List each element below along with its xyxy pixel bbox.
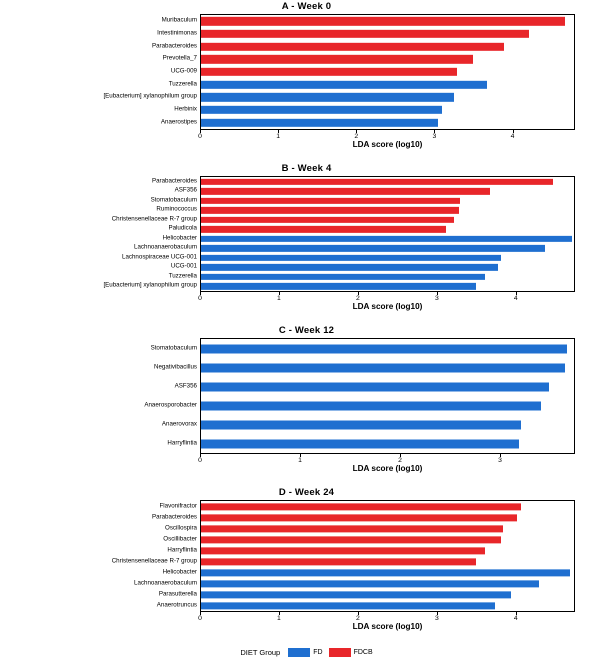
x-tick-label: 3 — [434, 615, 439, 622]
category-label: Harryflintia — [167, 546, 197, 553]
category-label: Anaerosporobacter — [144, 401, 197, 408]
x-axis-b — [200, 292, 575, 314]
category-label: Christensenellaceae R-7 group — [111, 215, 197, 223]
x-tick-label: 3 — [432, 133, 437, 140]
bar — [201, 80, 487, 88]
category-label: Parabacteroides — [151, 177, 197, 185]
category-label: [Eubacterium] xylanophilum group — [103, 92, 197, 100]
legend-label-fdcb: FDCB — [353, 648, 373, 656]
plot-frame-c — [200, 338, 575, 454]
bars-c — [201, 339, 574, 453]
x-tick-label: 4 — [513, 295, 518, 302]
bar — [201, 118, 438, 126]
x-tick-label: 2 — [356, 295, 360, 302]
x-tick-label: 1 — [277, 615, 281, 622]
bar — [201, 245, 545, 251]
bar — [201, 591, 511, 598]
bar — [201, 207, 459, 213]
x-tick-label: 3 — [498, 457, 502, 464]
category-label: Harryflintia — [167, 439, 197, 446]
category-label: Christensenellaceae R-7 group — [111, 557, 197, 564]
x-tick-label: 3 — [434, 295, 439, 302]
category-label: UCG-001 — [170, 262, 197, 270]
x-tick-label: 1 — [298, 457, 302, 464]
panel-week-0 — [0, 0, 613, 162]
category-label: Helicobacter — [162, 568, 197, 575]
category-label: Ruminococcus — [156, 205, 197, 213]
panel-title-b: B - Week 4 — [281, 163, 332, 174]
category-labels-c — [0, 338, 200, 454]
bar — [201, 569, 570, 576]
category-label: Stomatobaculum — [150, 344, 197, 351]
legend-swatch-fdcb — [329, 648, 351, 657]
category-label: ASF356 — [174, 186, 197, 194]
x-axis-title-c: LDA score (log10) — [352, 464, 423, 473]
bar — [201, 255, 501, 261]
bar — [201, 226, 446, 232]
category-label: Lachnospiraceae UCG-001 — [122, 253, 197, 261]
category-label: Stomatobaculum — [150, 196, 197, 204]
legend — [0, 644, 613, 660]
x-axis-title-b: LDA score (log10) — [352, 302, 423, 311]
category-label: Prevotella_7 — [162, 54, 197, 62]
category-label: Paludicola — [168, 224, 197, 232]
bar — [201, 363, 565, 372]
legend-key-fdcb[interactable] — [329, 648, 373, 657]
bar — [201, 536, 501, 543]
x-axis-c — [200, 454, 575, 476]
x-tick-label: 0 — [198, 457, 202, 464]
category-label: Intestinimonas — [157, 29, 197, 37]
category-label: ASF356 — [174, 382, 197, 389]
category-labels-d — [0, 500, 200, 612]
bar — [201, 382, 549, 391]
plot-frame-d — [200, 500, 575, 612]
bar — [201, 602, 495, 609]
bar — [201, 217, 454, 223]
x-tick-label: 2 — [398, 457, 402, 464]
category-labels-a — [0, 14, 200, 130]
panel-title-c: C - Week 12 — [278, 325, 335, 336]
category-label: Parasutterella — [158, 590, 197, 597]
panel-week-12 — [0, 324, 613, 486]
bar — [201, 274, 485, 280]
category-label: Oscillibacter — [163, 535, 197, 542]
bar — [201, 547, 485, 554]
category-labels-b — [0, 176, 200, 292]
bar — [201, 439, 519, 448]
x-axis-title-d: LDA score (log10) — [352, 622, 423, 631]
plot-frame-b — [200, 176, 575, 292]
bars-a — [201, 15, 574, 129]
bar — [201, 236, 572, 242]
bar — [201, 514, 517, 521]
bar — [201, 198, 460, 204]
legend-key-fd[interactable] — [288, 648, 322, 657]
x-tick-label: 0 — [198, 615, 202, 622]
bar — [201, 179, 553, 185]
bar — [201, 283, 476, 289]
bars-b — [201, 177, 574, 291]
bar — [201, 106, 442, 114]
category-label: Anaerovorax — [161, 420, 197, 427]
plot-area-b — [0, 176, 613, 292]
category-label: Anaerostipes — [160, 118, 197, 126]
x-axis-a — [200, 130, 575, 152]
bar — [201, 30, 529, 38]
legend-title: DIET Group — [240, 647, 281, 657]
x-tick-label: 2 — [354, 133, 359, 140]
category-label: Herbinix — [174, 105, 197, 113]
category-label: Lachnoanaerobaculum — [134, 579, 197, 586]
bar — [201, 42, 504, 50]
plot-area-c — [0, 338, 613, 454]
bar — [201, 580, 539, 587]
bar — [201, 401, 541, 410]
bar — [201, 55, 473, 63]
bar — [201, 264, 498, 270]
bar — [201, 188, 490, 194]
category-label: Muribaculum — [161, 16, 197, 24]
panel-title-a: A - Week 0 — [281, 1, 332, 12]
x-axis-d — [200, 612, 575, 634]
category-label: Parabacteroides — [151, 513, 197, 520]
bar — [201, 93, 454, 101]
category-label: Helicobacter — [162, 234, 197, 242]
bar — [201, 558, 476, 565]
x-tick-label: 0 — [198, 133, 202, 140]
category-label: [Eubacterium] xylanophilum group — [103, 281, 197, 289]
x-tick-label: 4 — [510, 133, 515, 140]
category-label: Tuzzerella — [168, 272, 197, 280]
category-label: Parabacteroides — [151, 42, 197, 50]
category-label: Negativibacillus — [154, 363, 197, 370]
x-axis-title-a: LDA score (log10) — [352, 140, 423, 149]
x-tick-label: 4 — [513, 615, 518, 622]
panel-title-d: D - Week 24 — [278, 487, 335, 498]
x-tick-label: 1 — [277, 295, 281, 302]
panel-week-4 — [0, 162, 613, 324]
plot-frame-a — [200, 14, 575, 130]
category-label: Tuzzerella — [168, 80, 197, 88]
panel-week-24 — [0, 486, 613, 644]
category-label: Anaerotruncus — [156, 601, 197, 608]
bar — [201, 420, 521, 429]
bar — [201, 68, 457, 76]
category-label: Lachnoanaerobaculum — [134, 243, 197, 251]
x-tick-label: 2 — [356, 615, 360, 622]
plot-area-a — [0, 14, 613, 130]
category-label: Oscillospira — [165, 524, 197, 531]
bar — [201, 344, 567, 353]
x-tick-label: 1 — [276, 133, 281, 140]
legend-label-fd: FD — [313, 648, 323, 656]
bar — [201, 503, 521, 510]
bar — [201, 17, 565, 25]
plot-area-d — [0, 500, 613, 612]
category-label: Flavonifractor — [159, 502, 197, 509]
category-label: UCG-009 — [170, 67, 197, 75]
bar — [201, 525, 503, 532]
x-tick-label: 0 — [198, 295, 202, 302]
legend-swatch-fd — [288, 648, 310, 657]
bars-d — [201, 501, 574, 611]
